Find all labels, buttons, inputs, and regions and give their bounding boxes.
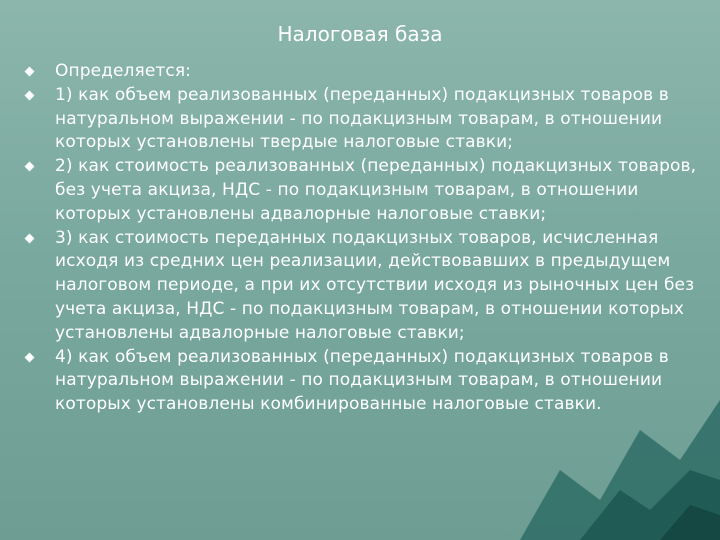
- diamond-bullet-icon: [24, 161, 35, 172]
- bullet-item: [24, 155, 704, 226]
- bullet-item: [24, 84, 704, 155]
- diamond-bullet-icon: [24, 233, 35, 244]
- bullet-list: [24, 60, 704, 417]
- slide-title: Налоговая база: [277, 22, 443, 46]
- bullet-text: 3) как стоимость переданных подакцизных товаров, исчисленная исходя из средних цен реализации, действовавших в предыдущем налоговом периоде, а при их отсутствии исходя из рыночных цен без учета акциза, НДС - по подакцизным товарам, в отношении которых установлены адвалорные налоговые ставки;: [55, 227, 695, 343]
- diamond-bullet-icon: [24, 66, 35, 77]
- bullet-text: 2) как стоимость реализованных (переданных) подакцизных товаров, без учета акциза, НДС - по подакцизным товарам, в отношении которых установлены адвалорные налоговые ставки;: [55, 156, 697, 224]
- bullet-item: [24, 60, 704, 84]
- bullet-text: Определяется:: [55, 61, 192, 81]
- bullet-item: [24, 227, 704, 346]
- bullet-text: 4) как объем реализованных (переданных) подакцизных товаров в натуральном выражении - по подакцизным товарам, в отношении которых установлены комбинированные налоговые ставки.: [55, 346, 669, 415]
- bullet-item: [24, 346, 704, 417]
- diamond-bullet-icon: [24, 352, 35, 363]
- diamond-bullet-icon: [24, 90, 35, 101]
- bullet-text: 1) как объем реализованных (переданных) подакцизных товаров в натуральном выражении - по подакцизным товарам, в отношении которых установлены твердые налоговые ставки;: [55, 84, 669, 153]
